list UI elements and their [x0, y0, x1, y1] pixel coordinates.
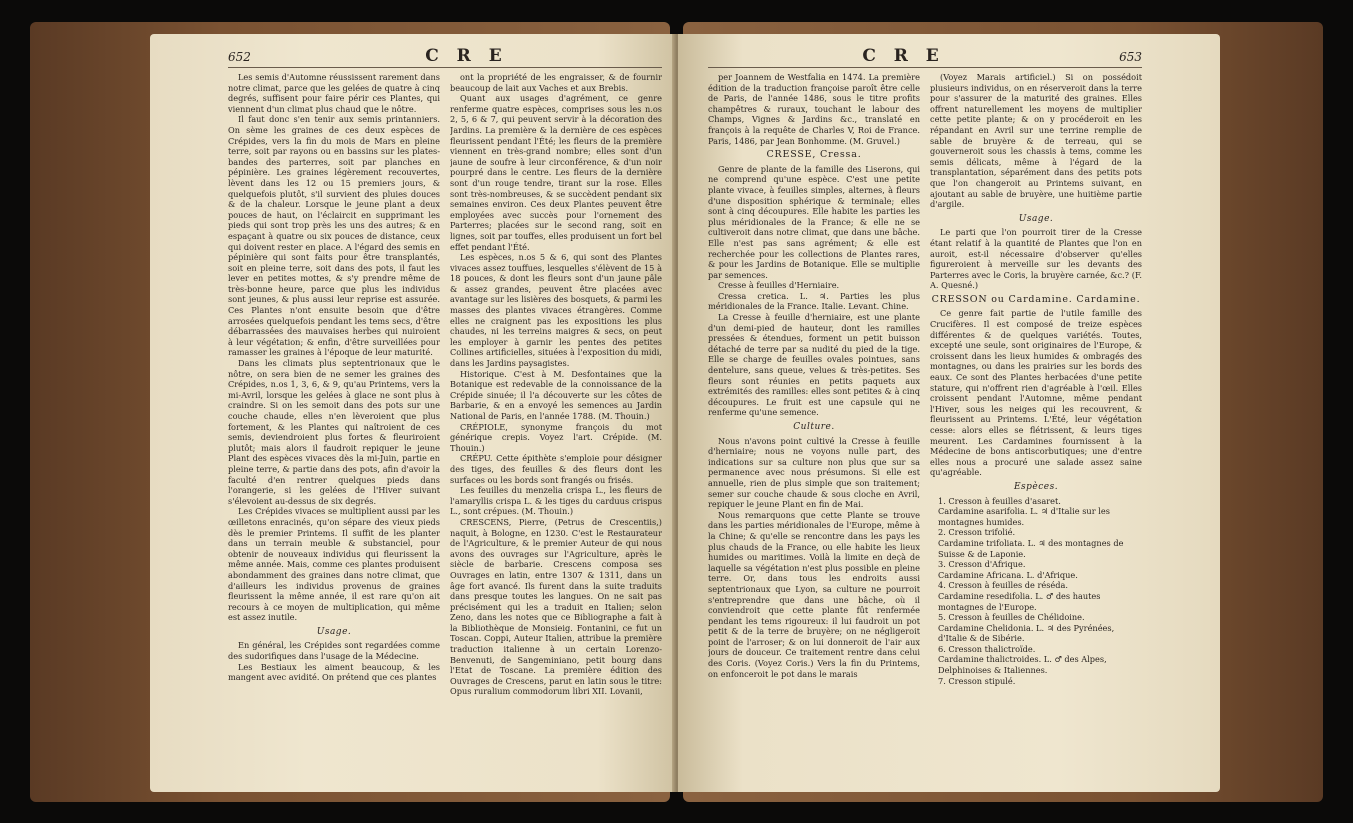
paragraph: Le parti que l'on pourroit tirer de la Cresse étant relatif à la quantité de Plantes que l'on en auroit, est-il nécessaire d'observer qu'elles figureroient à merveille sur les devants des Parterres avec le Coris, la bruyère carnée, &c.? (F. A. Quesné.) [930, 227, 1142, 291]
species-list-item: Cardamine thalictroides. L. ♂ des Alpes, Delphinoises & Italiennes. [938, 654, 1107, 676]
right-page-header [708, 46, 1142, 68]
paragraph: Dans les climats plus septentrionaux que le nôtre, on sera bien de ne semer les graines des Crépides, n.os 1, 3, 6, & 9, qu'au Printems, vers la mi-Avril, lorsque les gelées à glace ne sont plus à craindre. Si on les semoit dans des pots sur une couche chaude, elles n'en lèveroient que plus fortement, & les Plantes qui naîtroient de ces semis, deviendroient plus fortes & fleuriroient plutôt; mais alors il faudroit repiquer le jeune Plant des espèces vivaces dès la mi-Juin, partie en pleine terre, & partie dans des pots, afin d'avoir la faculté d'en rentrer quelques pieds dans l'orangerie, si les gelées de l'Hiver suivant s'élevoient au-dessus de six degrés. [228, 358, 440, 506]
paragraph: Ce genre fait partie de l'utile famille des Crucifères. Il est composé de treize espèces différentes & de quelques variétés. Toutes, excepté une seule, sont originaires de l'Europe, & croissent dans les lieux humides & ombragés des montagnes, ou dans les prairies sur les bords des eaux. Ce sont des Plantes herbacées d'une petite stature, qui n'offrent rien d'agréable à l'œil. Elles croissent pendant l'Automne, même pendant l'Hiver, sous les neiges qui les recouvrent, & fleurissent au Printems. L'Été, leur végétation cesse: alors elles se flétrissent, & leurs tiges meurent. Les Cardamines fournissent à la Médecine de bons antiscorbutiques; une d'entre elles nous a procuré une salade assez saine qu'agréable. [930, 308, 1142, 478]
paragraph: ont la propriété de les engraisser, & de fournir beaucoup de lait aux Vaches et aux Brebis. [450, 72, 662, 93]
section-heading: Espèces. [1013, 481, 1059, 492]
paragraph: Cressa cretica. L. ♃. Parties les plus méridionales de la France. Italie. Levant. Chine. [708, 290, 920, 312]
paragraph: Nous remarquons que cette Plante se trouve dans les parties méridionales de l'Europe, même à la Chine; & qu'elle se rencontre dans les pays les plus chauds de la France, ou elle habite les lieux humides ou maritimes. Voilà la limite en deçà de laquelle sa végétation n'est plus possible en pleine terre. Or, dans tous les endroits aussi septentrionaux que Lyon, sa culture ne pourroit s'entreprendre que dans une bâche, où il conviendroit que cette plante fût renfermée pendant les tems rigoureux: il lui faudroit un pot petit & de la terre de bruyère; on ne négligeroit point de l'arroser; & on lui donneroit de l'air aux jours de douceur. Ce traitement rentre dans celui des Coris. (Voyez Coris.) Vers la fin du Printems, on enfonceroit le pot dans le marais [708, 509, 920, 679]
paragraph: CRÉPU. Cette épithète s'emploie pour désigner des tiges, des feuilles & des fleurs dont les surfaces ou les bords sont frangés ou frisés. [450, 453, 662, 485]
paragraph: Les semis d'Automne réussissent rarement dans notre climat, parce que les gelées de quatre à cinq degrés, suffisent pour faire périr ces Plantes, qui viennent d'un climat plus chaud que le nôtre. [228, 72, 440, 114]
section-heading: Usage. [1018, 213, 1054, 224]
left-column-2 [450, 72, 662, 787]
paragraph: Quant aux usages d'agrément, ce genre renferme quatre espèces, comprises sous les n.os 2, 5, 6 & 7, qui peuvent servir à la décoration des Jardins. La première & la dernière de ces espèces fleurissent pendant l'Été; les fleurs de la première viennent en très-grand nombre; elles sont d'un jaune de soufre à leur circonférence, & d'un noir pourpré dans le centre. Les fleurs de la dernière sont d'un rouge tendre, tirant sur la rose. Elles sont très-nombreuses, & se succèdent pendant six semaines environ. Ces deux Plantes peuvent être employées avec succès pour l'ornement des Parterres; placées sur le second rang, soit en lignes, soit par touffes, elles produisent un fort bel effet pendant l'Été. [450, 93, 662, 252]
right-running-head: C R E [862, 46, 945, 66]
species-list-item: Cardamine asarifolia. L. ♃ d'Italie sur les montagnes humides. [938, 506, 1110, 527]
section-heading: Culture. [793, 422, 835, 432]
species-list-item: Cardamine Africana. L. d'Afrique. [938, 569, 1078, 580]
paragraph: En général, les Crépides sont regardées comme des sudorifiques dans l'usage de la Médecine. [228, 640, 440, 662]
right-column-2 [930, 72, 1142, 787]
section-heading: CRESSON ou Cardamine. Cardamine. [931, 293, 1141, 305]
paragraph: Les espèces, n.os 5 & 6, qui sont des Plantes vivaces assez touffues, lesquelles s'élèvent de 15 à 18 pouces, & dont les fleurs sont d'un jaune pâle & assez grandes, peuvent être placées avec avantage sur les lisières des bosquets, & parmi les masses des plantes vivaces étrangères. Comme elles ne craignent pas les expositions les plus chaudes, ni les terreins maigres & secs, on peut les employer à garnir les pentes des petites Collines artificielles, situées à l'exposition du midi, dans les Jardins paysagistes. [450, 252, 662, 369]
species-list-item: 6. Cresson thalictroïde. [938, 643, 1036, 654]
paragraph: Nous n'avons point cultivé la Cresse à feuille d'herniaire; nous ne voyons nulle part, des indications sur sa culture non plus que sur sa permanence avec nous présumons. Si elle est annuelle, rien de plus simple que son traitement; semer sur couche chaude & sous cloche en Avril, repiquer le jeune Plant en fin de Mai. [708, 435, 920, 510]
paragraph: Les feuilles du menzelia crispa L., les fleurs de l'amaryllis crispa L. & les tiges du carduus crispus L., sont crépues. (M. Thouin.) [450, 485, 662, 517]
paragraph: Genre de plante de la famille des Liserons, qui ne comprend qu'une espèce. C'est une petite plante vivace, à feuilles simples, alternes, à fleurs d'une disposition sphérique & terminale; elles sont à cinq découpures. Elle habite les parties les plus méridionales de la France; & elle ne se cultiveroit dans notre climat, que dans une bâche. Elle n'est pas sans agrément; & elle est recherchée pour les collections de Plantes rares, & pour les Jardins de Botanique. Elle se multiplie par semences. [708, 163, 920, 280]
paragraph: Les Crépides vivaces se multiplient aussi par les œilletons enracinés, qu'on sépare des vieux pieds dès le premier Printems. Il suffit de les planter dans un terrain meuble & substanciel, pour obtenir de nouveaux individus qui fleurissent la même année. Mais, comme ces plantes produisent abondamment des graines dans notre climat, que d'ailleurs les individus provenus de graines fleurissent la même année, il est rare qu'on ait recours à ce moyen de multiplication, qui même est assez inutile. [228, 506, 440, 623]
species-list [930, 496, 1142, 687]
section-heading: CRESSE, Cressa. [766, 149, 862, 161]
paragraph: Les Bestiaux les aiment beaucoup, & les mangent avec avidité. On prétend que ces plantes [228, 661, 440, 683]
species-list-item: 5. Cresson à feuilles de Chélidoine. [938, 612, 1085, 623]
species-list-item: Cardamine trifoliata. L. ♃ des montagnes de Suisse & de Laponie. [938, 537, 1124, 559]
paragraph: CRESCENS, Pierre, (Petrus de Crescentiis,) naquit, à Bologne, en 1230. C'est le Restaurateur de l'Agriculture, & le premier Auteur de qui nous avons des ouvrages sur l'Agriculture, après le siècle de barbarie. Crescens composa ses Ouvrages en latin, entre 1307 & 1311, dans un âge fort avancé. Ils furent dans la suite traduits dans presque toutes les langues. On ne sait pas précisément qui les a traduit en Italien; selon Zeno, dans les notes que ce Bibliographe a fait à la Bibliothèque de Monsieig. Fontanini, ce fut un Toscan. Coppi, Auteur Italien, attribue la première traduction italienne à un certain Lorenzo-Benvenuti, de Sangeminiano, petit bourg dans l'Etat de Toscane. La première édition des Ouvrages de Crescens, parut en latin sous le titre: Opus ruralium commodorum libri XII. Lovanii, [450, 516, 662, 697]
right-column-1 [708, 72, 920, 787]
paragraph: Historique. C'est à M. Desfontaines que la Botanique est redevable de la connoissance de la Crépide sinuée; il l'a découverte sur les côtes de Barbarie, & en a envoyé les semences au Jardin National de Paris, en l'année 1788. (M. Thouin.) [450, 368, 662, 421]
left-page-number: 652 [228, 50, 251, 64]
species-list-item: Cardamine resedifolia. L. ♂ des hautes montagnes de l'Europe. [938, 590, 1101, 612]
species-list-item: 2. Cresson trifolié. [938, 527, 1016, 538]
left-page [150, 34, 676, 792]
paragraph: Il faut donc s'en tenir aux semis printanniers. On sème les graines de ces deux espèces de Crépides, vers la fin du mois de Mars en pleine terre, soit par rayons ou en bassins sur les plates-bandes des parterres, soit par planches en pépinière. Les graines légèrement recouvertes, lèvent dans les 12 ou 15 premiers jours, & quelquefois plutôt, s'il survient des pluies douces & de la chaleur. Lorsque le jeune plant a deux pouces de haut, on l'éclaircit en supprimant les pieds qui sont trop près les uns des autres; & en espaçant à quatre ou six pouces de distance, ceux qui doivent rester en place. A l'égard des semis en pépinière qui sont faits pour être transplantés, soit en pleine terre, soit dans des pots, il faut les lever en petites mottes, & s'y prendre même de très-bonne heure, parce que plus les individus sont jeunes, & plus aussi leur reprise est assurée. Ces Plantes n'ont ensuite besoin que d'être arrosées quelquefois pendant les tems secs, d'être débarrassées des mauvaises herbes qui nuiroient à leur végétation; & enfin, d'être surveillées pour ramasser les graines à l'époque de leur maturité. [228, 114, 440, 358]
species-list-item: 3. Cresson d'Afrique. [938, 559, 1026, 570]
species-list-item: 7. Cresson stipulé. [938, 675, 1016, 686]
paragraph: per Joannem de Westfalia en 1474. La première édition de la traduction françoise paroît être celle de Paris, de l'année 1486, sous le titre profits champêtres & ruraux, touchant le labour des Champs, Vignes & Jardins &c., translaté en françois à la requête de Charles V, Roi de France. Paris, 1486, par Jean Bonhomme. (M. Gruvel.) [708, 72, 920, 146]
paragraph: CRÉPIOLE, synonyme françois du mot générique crepis. Voyez l'art. Crépide. (M. Thouin.) [450, 421, 662, 453]
species-list-item: Cardamine Chelidonia. L. ♃ des Pyrénées, d'Italie & de Sibérie. [938, 622, 1115, 644]
left-running-head: C R E [425, 46, 508, 66]
paragraph: La Cresse à feuille d'herniaire, est une plante d'un demi-pied de hauteur, dont les ramilles pressées & étendues, forment un petit buisson détaché de terre par sa nudité du pied de la tige. Elle se charge de feuilles ovales pointues, sans dentelure, sans queue, velues & très-petites. Ses fleurs sont réunies en petits paquets aux extrémités des ramilles: elles sont petites & à cinq découpures. Le fruit est une capsule qui ne renferme qu'une semence. [708, 312, 920, 418]
right-page-number: 653 [1119, 50, 1142, 64]
paragraph: (Voyez Marais artificiel.) Si on possédoit plusieurs individus, on en réserveroit dans la terre pour s'assurer de la maturité des graines. Elles offrent naturellement les moyens de multiplier cette petite plante; & on y procéderoit en les répandant en Avril sur une terrine remplie de sable de bruyère & de terreau, qui se gouverneroit sous les chassis à tems, comme les semis délicats, même à l'égard de la transplantation, séparément dans des petits pots que l'on changeroit au Printems suivant, en ajoutant au sable de bruyère, une huitième partie d'argile. [930, 72, 1142, 210]
right-page [678, 34, 1220, 792]
species-list-item: 1. Cresson à feuilles d'asaret. [938, 495, 1061, 506]
paragraph: Cresse à feuilles d'Herniaire. [718, 280, 840, 291]
left-column-1 [228, 72, 440, 787]
species-list-item: 4. Cresson à feuilles de réséda. [938, 580, 1069, 591]
left-page-header [228, 46, 662, 68]
section-heading: Usage. [316, 626, 352, 637]
